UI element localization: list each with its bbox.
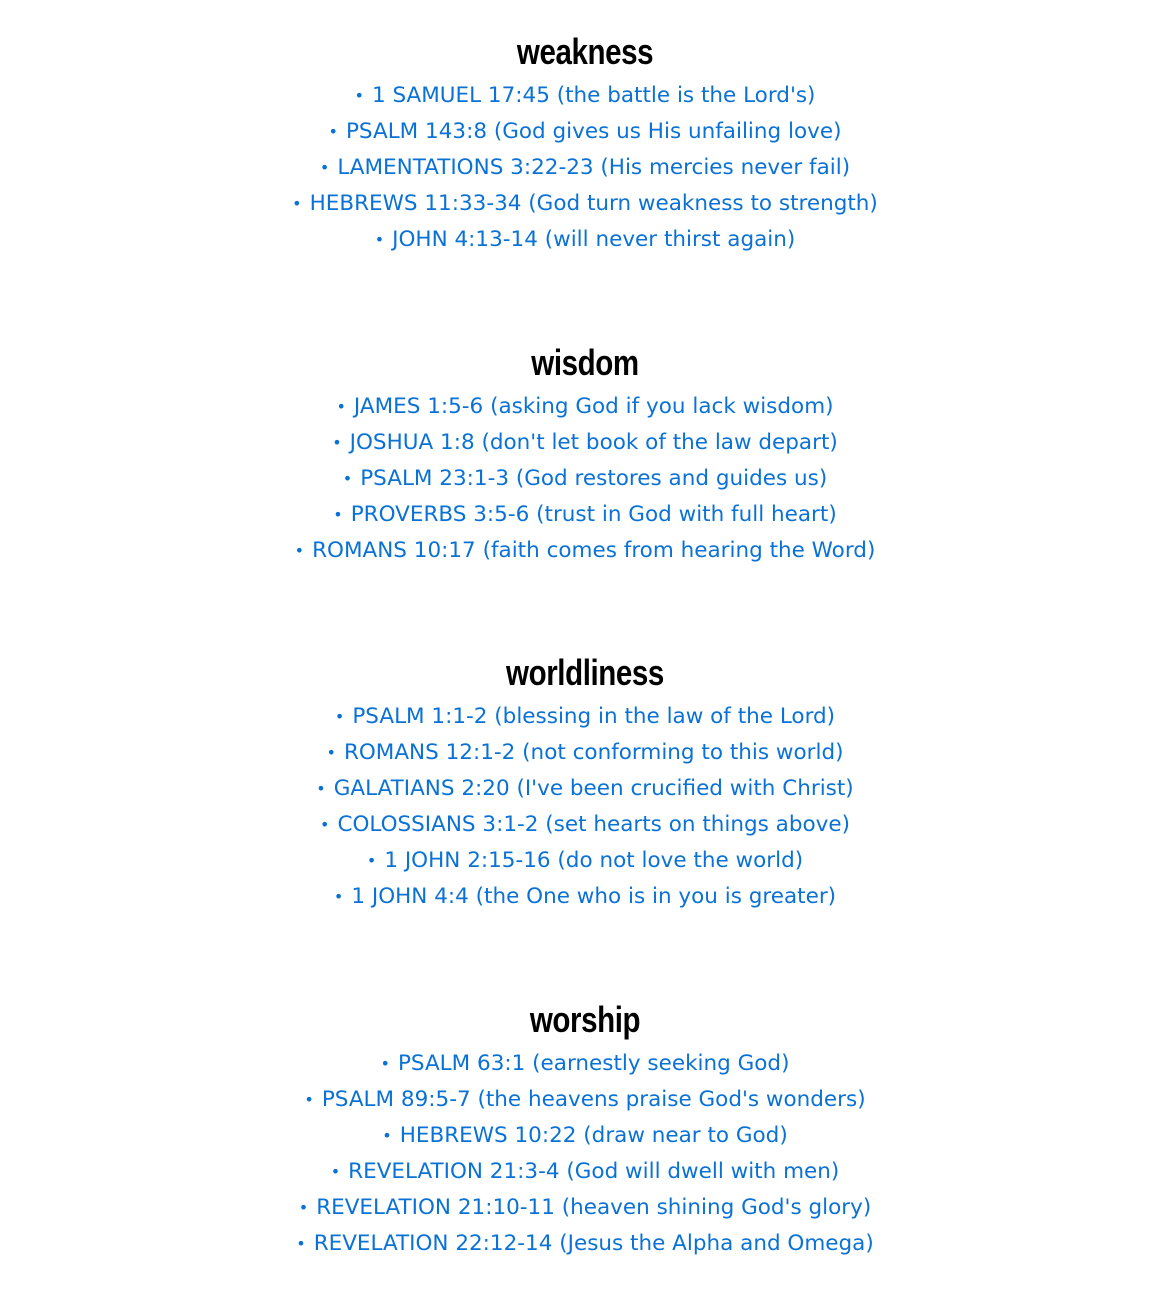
bullet-icon: • [319, 158, 330, 177]
bullet-icon: • [330, 1162, 341, 1181]
list-item [0, 497, 1170, 533]
verse-text: PSALM 89:5-7 (the heavens praise God's wonders) [321, 1087, 866, 1112]
verse-link[interactable] [320, 155, 850, 180]
verse-list [0, 78, 1170, 258]
verse-list [0, 1046, 1170, 1262]
verse-text: 1 JOHN 4:4 (the One who is in you is greater) [351, 884, 837, 909]
list-item [0, 222, 1170, 258]
bullet-icon: • [374, 230, 385, 249]
bullet-icon: • [328, 122, 338, 141]
verse-text: LAMENTATIONS 3:22-23 (His mercies never fail) [337, 155, 851, 180]
verse-text: 1 JOHN 2:15-16 (do not love the world) [384, 848, 804, 873]
verse-link[interactable] [316, 776, 853, 801]
verse-link[interactable] [332, 430, 838, 455]
bullet-icon: • [332, 433, 342, 452]
verse-link[interactable] [367, 848, 803, 873]
verse-text: PROVERBS 3:5-6 (trust in God with full heart) [350, 502, 837, 527]
bullet-icon: • [336, 397, 346, 416]
verse-text: HEBREWS 11:33-34 (God turn weakness to strength) [309, 191, 878, 216]
bullet-icon: • [326, 743, 336, 762]
list-item [0, 186, 1170, 222]
list-item [0, 1082, 1170, 1118]
verse-text: JAMES 1:5-6 (asking God if you lack wisdom) [353, 394, 834, 419]
section-worldliness [0, 648, 1170, 915]
list-item [0, 150, 1170, 186]
bullet-icon: • [380, 1054, 390, 1073]
verse-link[interactable] [343, 466, 827, 491]
verse-text: REVELATION 21:3-4 (God will dwell with men) [348, 1159, 840, 1184]
list-item [0, 461, 1170, 497]
verse-text: REVELATION 21:10-11 (heaven shining God's glory) [316, 1195, 872, 1220]
verse-link[interactable] [335, 704, 835, 729]
verse-list [0, 389, 1170, 569]
bullet-icon: • [316, 779, 326, 798]
verse-link[interactable] [375, 227, 796, 252]
section-title: worldliness [506, 652, 664, 693]
verse-link[interactable] [292, 191, 878, 216]
section-title: worship [529, 999, 641, 1040]
bullet-icon: • [366, 851, 377, 870]
list-item [0, 1226, 1170, 1262]
bullet-icon: • [382, 1126, 392, 1145]
verse-list [0, 699, 1170, 915]
verse-link[interactable] [355, 83, 816, 108]
list-item [0, 1154, 1170, 1190]
list-item [0, 533, 1170, 569]
list-item [0, 78, 1170, 114]
verse-text: JOSHUA 1:8 (don't let book of the law depart) [349, 430, 838, 455]
verse-text: GALATIANS 2:20 (I've been crucified with Christ) [333, 776, 854, 801]
section-title: weakness [516, 31, 654, 72]
verse-text: PSALM 63:1 (earnestly seeking God) [397, 1051, 790, 1076]
verse-link[interactable] [331, 1159, 840, 1184]
bullet-icon: • [333, 505, 343, 524]
verse-text: PSALM 143:8 (God gives us His unfailing love) [345, 119, 842, 144]
list-item [0, 807, 1170, 843]
bullet-icon: • [304, 1090, 314, 1109]
verse-text: ROMANS 10:17 (faith comes from hearing the Word) [312, 538, 876, 563]
verse-link[interactable] [299, 1195, 871, 1220]
verse-link[interactable] [304, 1087, 865, 1112]
verse-link[interactable] [320, 812, 850, 837]
section-title: wisdom [531, 342, 639, 383]
list-item [0, 389, 1170, 425]
bullet-icon: • [333, 887, 344, 906]
list-item [0, 1046, 1170, 1082]
list-item [0, 699, 1170, 735]
bullet-icon: • [294, 541, 305, 560]
verse-link[interactable] [333, 502, 836, 527]
bullet-icon: • [354, 86, 364, 105]
bullet-icon: • [342, 469, 353, 488]
section-weakness [0, 27, 1170, 258]
verse-link[interactable] [327, 740, 844, 765]
verse-link[interactable] [295, 538, 876, 563]
verse-text: HEBREWS 10:22 (draw near to God) [399, 1123, 788, 1148]
section-wisdom [0, 338, 1170, 569]
bullet-icon: • [334, 707, 345, 726]
verse-link[interactable] [336, 394, 833, 419]
bullet-icon: • [298, 1198, 309, 1217]
verse-text: REVELATION 22:12-14 (Jesus the Alpha and Omega) [313, 1231, 874, 1256]
verse-link[interactable] [381, 1051, 790, 1076]
verse-text: ROMANS 12:1-2 (not conforming to this world) [343, 740, 844, 765]
bullet-icon: • [292, 194, 302, 213]
list-item [0, 879, 1170, 915]
verse-link[interactable] [382, 1123, 787, 1148]
verse-link[interactable] [296, 1231, 873, 1256]
verse-text: JOHN 4:13-14 (will never thirst again) [392, 227, 796, 252]
list-item [0, 771, 1170, 807]
verse-link[interactable] [329, 119, 842, 144]
list-item [0, 425, 1170, 461]
list-item [0, 1118, 1170, 1154]
verse-text: COLOSSIANS 3:1-2 (set hearts on things above) [337, 812, 850, 837]
verse-text: PSALM 1:1-2 (blessing in the law of the Lord) [352, 704, 836, 729]
bullet-icon: • [320, 815, 330, 834]
verse-text: 1 SAMUEL 17:45 (the battle is the Lord's) [371, 83, 816, 108]
section-worship [0, 995, 1170, 1262]
list-item [0, 843, 1170, 879]
bullet-icon: • [296, 1234, 306, 1253]
verse-link[interactable] [334, 884, 836, 909]
list-item [0, 114, 1170, 150]
list-item [0, 1190, 1170, 1226]
list-item [0, 735, 1170, 771]
verse-text: PSALM 23:1-3 (God restores and guides us) [360, 466, 828, 491]
